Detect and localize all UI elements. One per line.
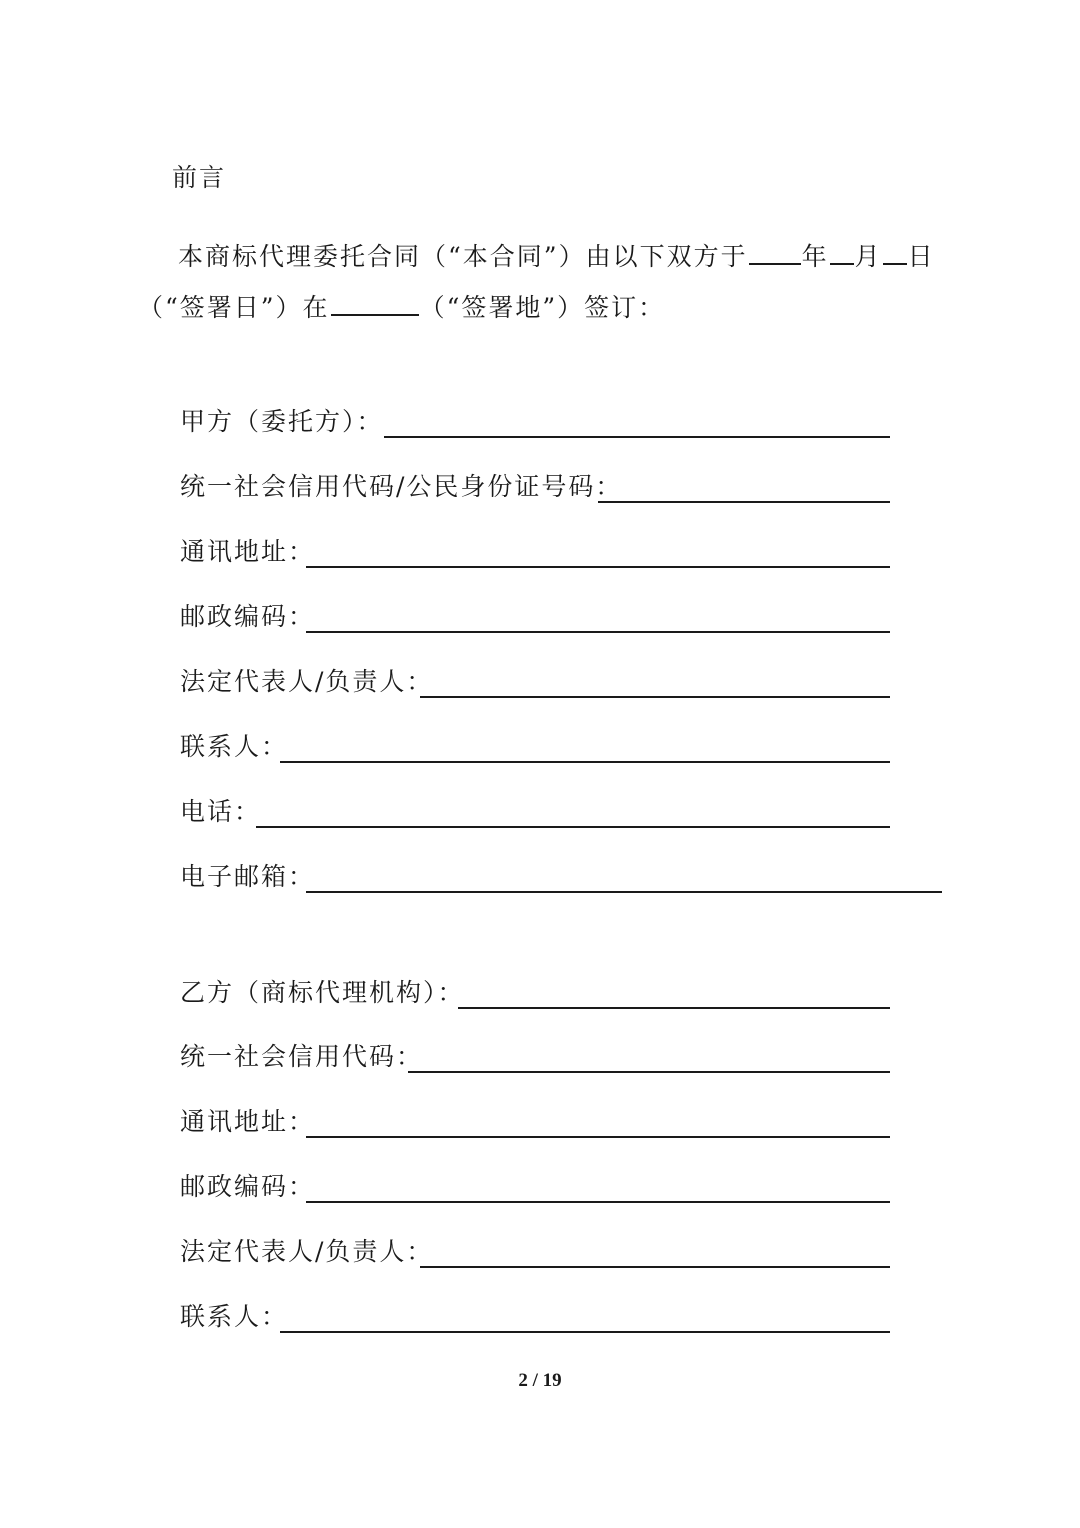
intro-text-3: （“签署地”）签订： [419, 293, 666, 322]
field-label: 甲方（委托方）： [180, 407, 384, 436]
party-b-name-field[interactable] [458, 1007, 890, 1009]
field-label: 法定代表人/负责人： [180, 1237, 434, 1266]
field-label: 乙方（商标代理机构）： [180, 978, 465, 1007]
field-label: 联系人： [180, 1302, 289, 1331]
field-label: 邮政编码： [180, 602, 316, 631]
party-a-id-field[interactable] [598, 501, 890, 503]
signing-place-blank[interactable] [331, 292, 419, 316]
party-a-email-field[interactable] [306, 891, 942, 893]
page-number: 2 / 19 [518, 1370, 562, 1391]
year-blank[interactable] [749, 241, 801, 265]
field-label: 统一社会信用代码： [180, 1042, 424, 1071]
party-a-representative-field[interactable] [420, 696, 890, 698]
field-label: 通讯地址： [180, 537, 316, 566]
party-a-phone-field[interactable] [256, 826, 890, 828]
party-b-representative-field[interactable] [420, 1266, 890, 1268]
party-b-postcode-field[interactable] [306, 1201, 890, 1203]
party-a-name-field[interactable] [384, 436, 890, 438]
intro-line-1 [178, 241, 935, 273]
intro-text-2: （“签署日”）在 [138, 293, 330, 322]
field-label: 联系人： [180, 732, 289, 761]
party-a-postcode-field[interactable] [306, 631, 890, 633]
preface-title: 前言 [172, 163, 227, 192]
intro-text-1: 本商标代理委托合同（“本合同”）由以下双方于 [178, 242, 748, 271]
month-blank[interactable] [830, 241, 854, 265]
day-label: 日 [907, 242, 935, 271]
field-label: 通讯地址： [180, 1107, 316, 1136]
party-b-credit-code-field[interactable] [408, 1071, 890, 1073]
party-b-address-field[interactable] [306, 1136, 890, 1138]
field-label: 电话： [180, 797, 262, 826]
day-blank[interactable] [883, 241, 907, 265]
year-label: 年 [801, 242, 829, 271]
field-label: 邮政编码： [180, 1172, 316, 1201]
field-label: 电子邮箱： [180, 862, 316, 891]
field-label: 统一社会信用代码/公民身份证号码： [180, 472, 623, 501]
month-label: 月 [854, 242, 882, 271]
party-a-contact-field[interactable] [280, 761, 890, 763]
intro-line-2 [138, 292, 665, 324]
party-b-contact-field[interactable] [280, 1331, 890, 1333]
party-a-address-field[interactable] [306, 566, 890, 568]
field-label: 法定代表人/负责人： [180, 667, 434, 696]
